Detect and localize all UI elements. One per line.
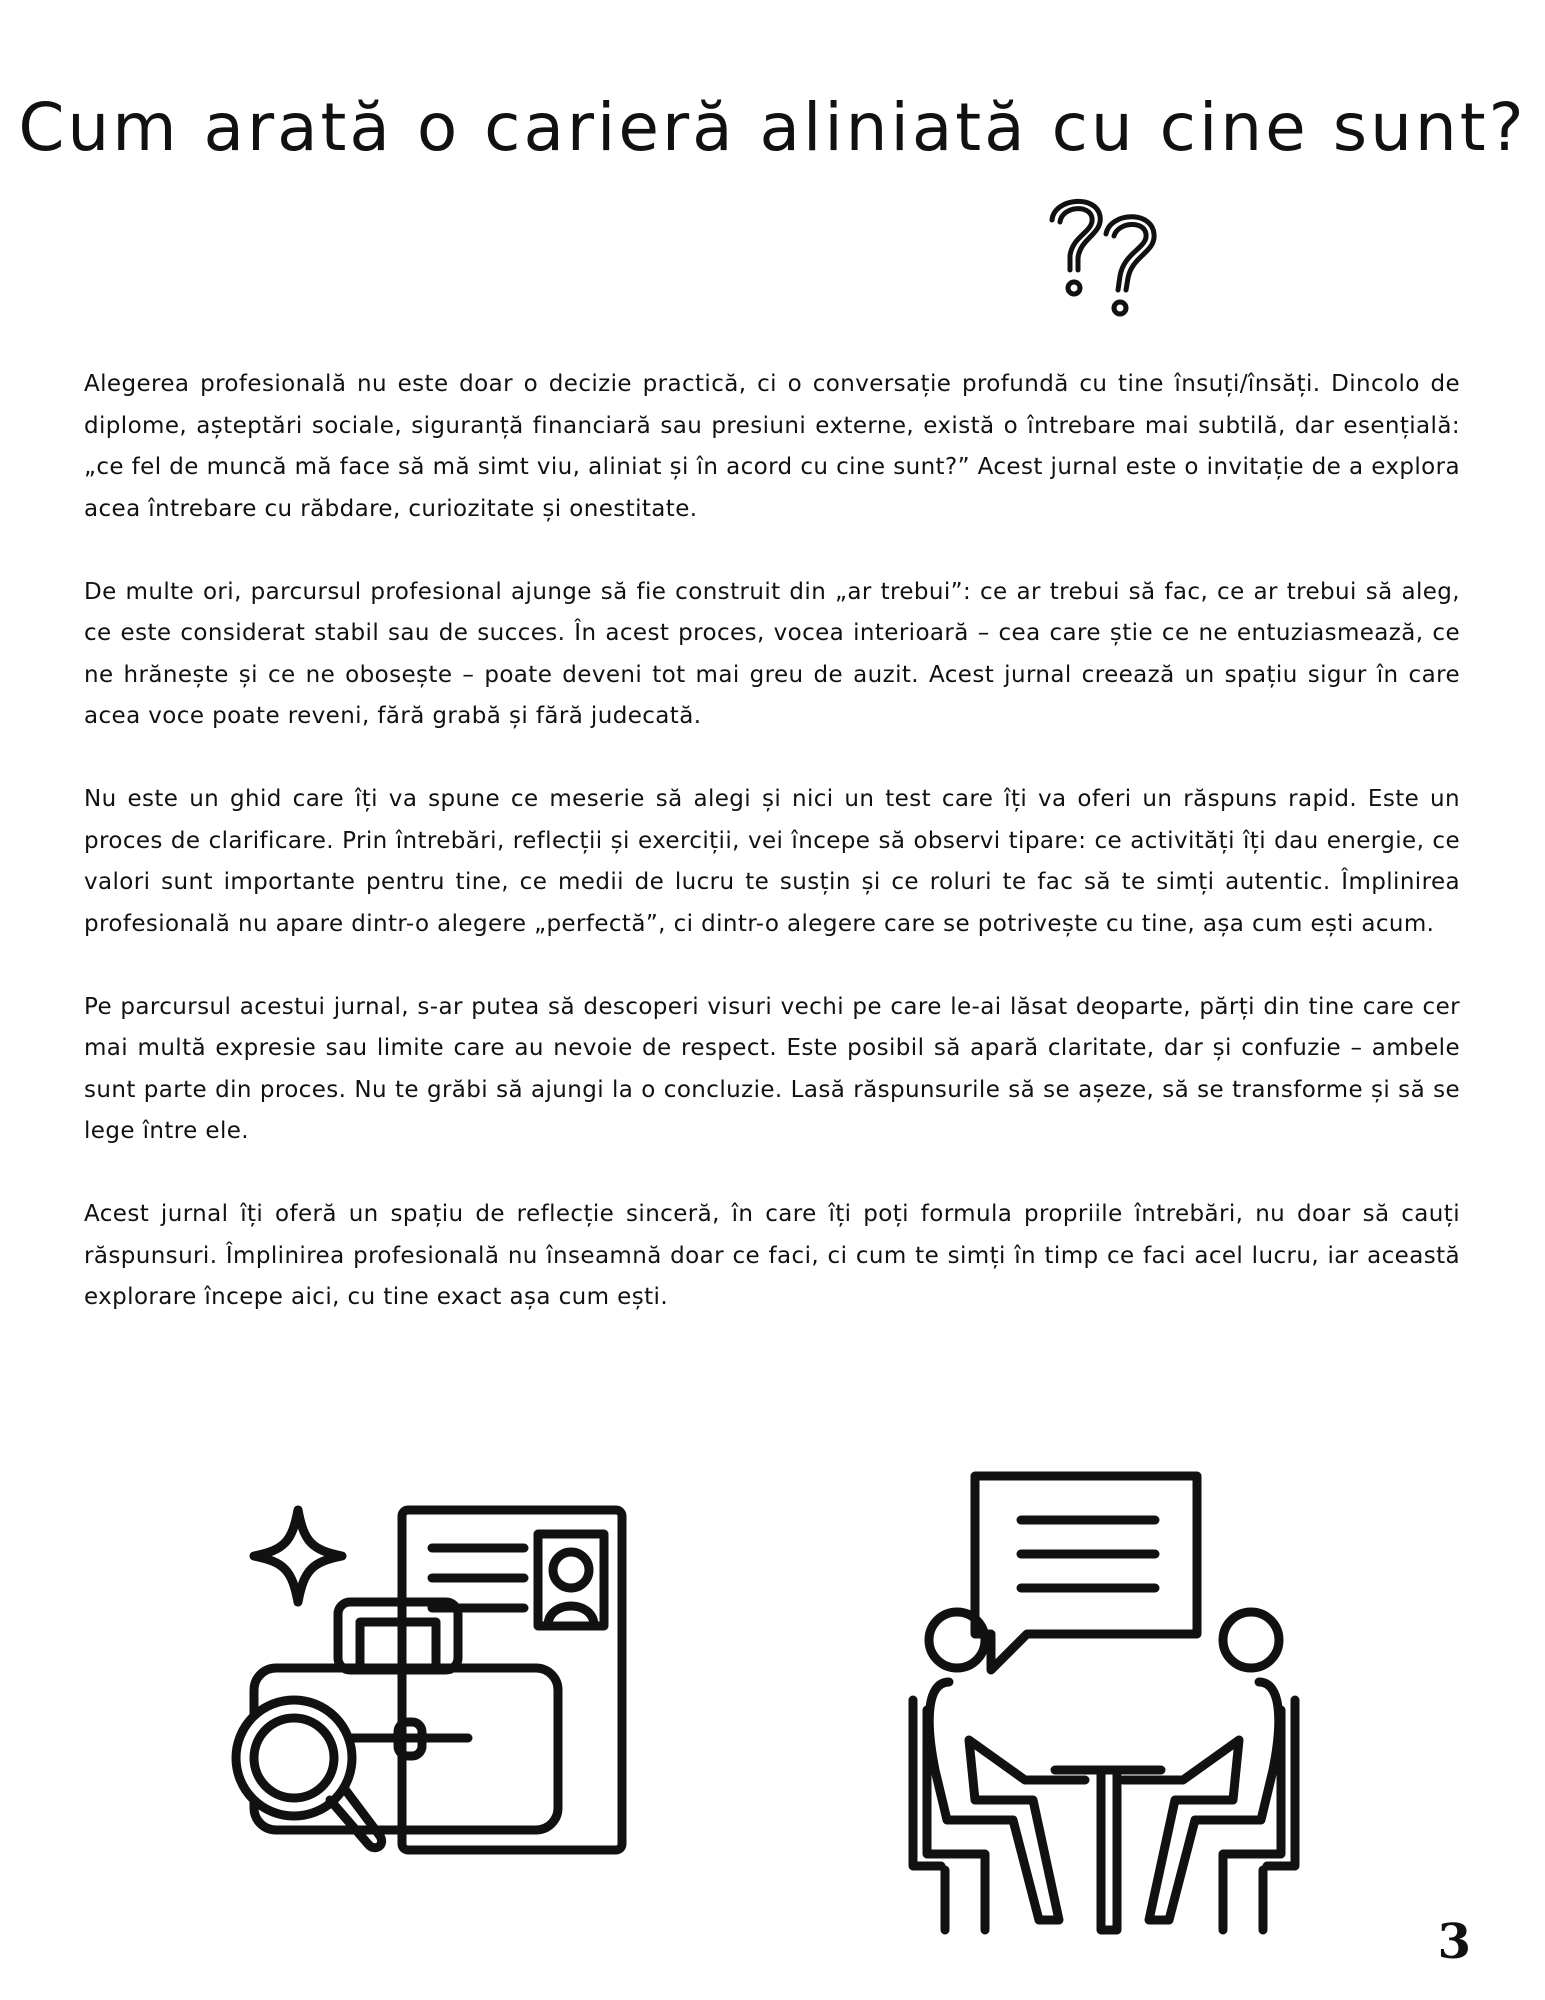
paragraph-5: Acest jurnal îți oferă un spațiu de reflecție sinceră, în care îți poți formula propriile întrebări, nu doar să cauți răspunsuri. Împlinirea profesională nu înseamnă doar ce faci, ci cum te simți în timp ce faci acel lucru, iar această explorare începe aici, cu tine exact așa cum ești. — [84, 1201, 1460, 1310]
paragraph-2: De multe ori, parcursul profesional ajunge să fie construit din „ar trebui”: ce ar trebui să fac, ce ar trebui să aleg, ce este considerat stabil sau de succes. În acest proces, vocea interioară – cea care știe ce ne entuziasmează, ce ne hrănește și ce ne obosește – poate deveni tot mai greu de auzit. Acest jurnal creează un spațiu sigur în care acea voce poate reveni, fără grabă și fără judecată. — [84, 578, 1460, 729]
page-number: 3 — [1437, 1914, 1471, 1970]
interview-icon — [905, 1470, 1325, 1940]
job-search-icon — [218, 1500, 638, 1870]
paragraph-3: Nu este un ghid care îți va spune ce meserie să alegi și nici un test care îți va oferi un răspuns rapid. Este un proces de clarificare. Prin întrebări, reflecții și exerciții, vei începe să observi tipare: ce activități îți dau energie, ce valori sunt importante pentru tine, ce medii de lucru te susțin și ce roluri te fac să te simți autentic. Împlinirea profesională nu apare dintr-o alegere „perfectă”, ci dintr-o alegere care se potrivește cu tine, așa cum ești acum. — [84, 786, 1460, 937]
paragraph-1: Alegerea profesională nu este doar o decizie practică, ci o conversație profundă cu tine însuți/însăți. Dincolo de diplome, așteptări sociale, siguranță financiară sau presiuni externe, există o întrebare mai subtilă, dar esențială: „ce fel de muncă mă face să mă simt viu, aliniat și în acord cu cine sunt?” Acest jurnal este o invitație de a explora acea întrebare cu răbdare, curiozitate și onestitate. — [84, 371, 1460, 522]
body-text — [84, 364, 1460, 1360]
page-title: Cum arată o carieră aliniată cu cine sunt? — [18, 89, 1527, 166]
question-marks-icon — [1040, 192, 1180, 322]
paragraph-4: Pe parcursul acestui jurnal, s-ar putea să descoperi visuri vechi pe care le-ai lăsat deoparte, părți din tine care cer mai multă expresie sau limite care au nevoie de respect. Este posibil să apară claritate, dar și confuzie – ambele sunt parte din proces. Nu te grăbi să ajungi la o concluzie. Lasă răspunsurile să se așeze, să se transforme și să se lege între ele. — [84, 993, 1460, 1144]
